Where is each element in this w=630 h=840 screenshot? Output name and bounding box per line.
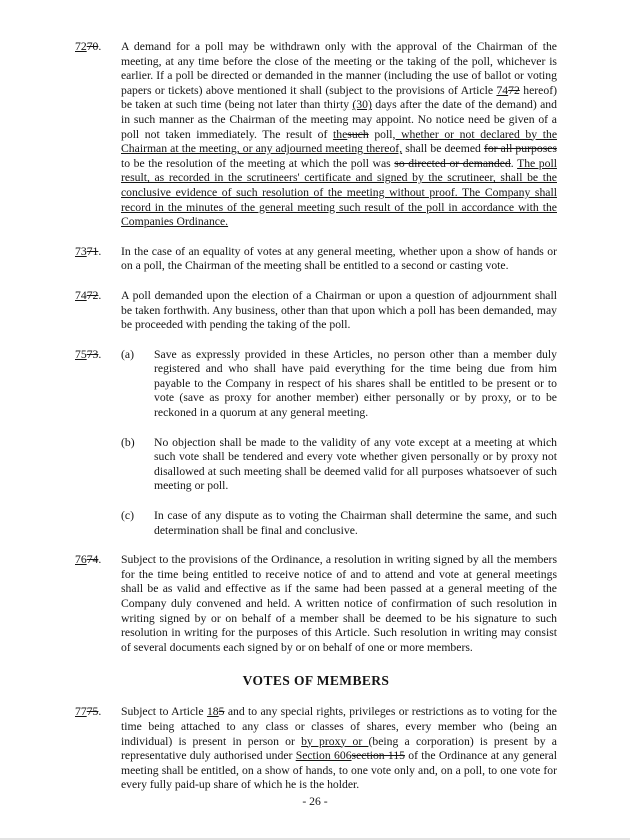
article-76: [75, 553, 557, 655]
article-77-number: 7775.: [75, 705, 102, 719]
article-73-number: 7371.: [75, 244, 102, 258]
article-75a-text: Save as expressly provided in these Articles, no person other than a member duly registered and who shall have paid everything for the time being due from him payable to the Company in respect of his shares shall be entitled to be present or to vote (save as proxy for another member) either personally or by proxy, or to be reckoned in a quorum at any general meeting.: [154, 347, 557, 420]
article-75-item-a: [75, 348, 557, 421]
article-77-text: Subject to Article 185 and to any special rights, privileges or restrictions as to voting for the time being attached to any class or classes of shares, every member who (being an individual) is present in person or by proxy or (being a corporation) is present by a representative duly authorised under Section 606section 115 of the Ordinance at any general meeting shall be entitled, on a show of hands, to one vote only and, on a poll, to one vote for every fully paid-up share of which he is the holder.: [121, 705, 557, 792]
article-74-number: 7472.: [75, 288, 102, 302]
article-72-number: 7270.: [75, 40, 102, 53]
article-75-number: 7573.: [75, 347, 102, 361]
article-75b-text: No objection shall be made to the validity of any vote except at a meeting at which such vote shall be tendered and every vote whether given personally or by proxy not disallowed at such meeting shall be deemed valid for all purposes whatsoever of such meeting or poll.: [154, 435, 557, 493]
subitem-label-c: (c): [121, 509, 134, 523]
section-heading-votes-of-members: VOTES OF MEMBERS: [242, 673, 390, 689]
article-75-item-b: [75, 436, 557, 494]
article-77: [75, 705, 557, 793]
article-75b-number-spacer: [75, 436, 121, 494]
article-75c-number-spacer: [75, 509, 121, 538]
article-74: [75, 289, 557, 333]
article-72-text: A demand for a poll may be withdrawn only with the approval of the Chairman of the meeting, at any time before the close of the meeting or the taking of the poll, whichever is earlier. If a poll be directed or demanded in the manner (including the use of ballot or voting papers or tickets) above mentioned it shall (subject to the provisions of Article 7472 hereof) be taken at such time (being not later than thirty (30) days after the date of the demand) and in such manner as the Chairman of the meeting may appoint. No notice need be given of a poll not taken immediately. The result of thesuch poll, whether or not declared by the Chairman at the meeting, or any adjourned meeting thereof, shall be deemed for all purposes to be the resolution of the meeting at which the poll was so directed or demanded. The poll result, as recorded in the scrutineers' certificate and signed by the scrutineer, shall be the conclusive evidence of such resolution of the meeting without proof. The Company shall record in the minutes of the general meeting such result of the poll in accordance with the Companies Ordinance.: [121, 40, 558, 229]
article-72: [75, 40, 557, 230]
page-number: - 26 -: [302, 795, 328, 808]
article-76-text: Subject to the provisions of the Ordinance, a resolution in writing signed by all the members for the time being entitled to receive notice of and to attend and vote at general meetings shall be as valid and effective as if the same had been passed at a general meeting of the Company duly convened and held. A written notice of confirmation of such resolution in writing signed by or on behalf of a member shall be deemed to be his signature to such resolution in writing for the purposes of this Article. Such resolution in writing may consist of several documents each signed by or on behalf of one or more members.: [121, 553, 557, 654]
article-75c-text: In case of any dispute as to voting the Chairman shall determine the same, and such determination shall be final and conclusive.: [154, 509, 557, 537]
article-75-item-c: [75, 509, 557, 538]
article-73: [75, 245, 557, 274]
article-76-number: 7674.: [75, 553, 102, 567]
article-73-text: In the case of an equality of votes at any general meeting, whether upon a show of hands or on a poll, the Chairman of the meeting shall be entitled to a second or casting vote.: [121, 244, 557, 273]
subitem-label-b: (b): [121, 435, 135, 449]
subitem-label-a: (a): [121, 347, 134, 361]
article-74-text: A poll demanded upon the election of a Chairman or upon a question of adjournment shall be taken forthwith. Any business, other than that upon which a poll has been demanded, may be proceeded with pending the taking of the poll.: [121, 288, 557, 332]
